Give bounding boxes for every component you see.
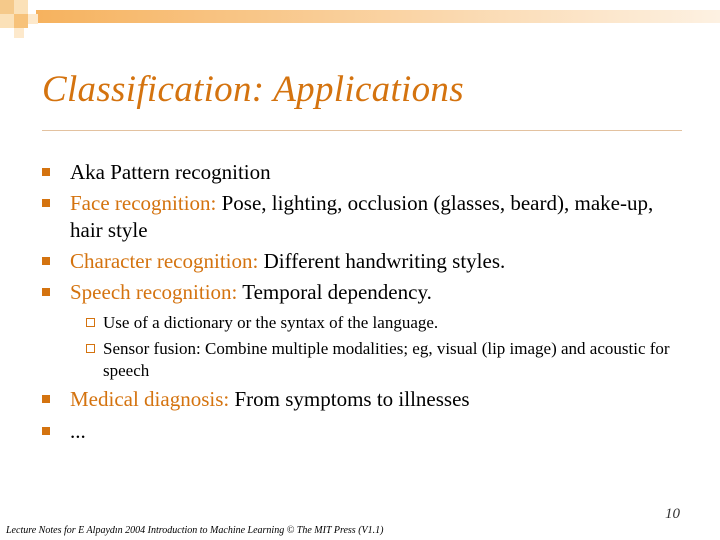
footer-citation: Lecture Notes for E Alpaydın 2004 Introduction to Machine Learning © The MIT Press (V1.1) [6, 525, 384, 536]
square-bullet-icon [42, 257, 50, 265]
bullet-term: Face recognition: [70, 191, 217, 215]
page-number: 10 [665, 506, 680, 522]
bullet-description: Aka Pattern recognition [70, 160, 271, 184]
bullet-term: Speech recognition: [70, 280, 238, 304]
bullet-text [70, 386, 680, 413]
hollow-square-bullet-icon [86, 318, 95, 327]
corner-block [14, 0, 28, 14]
square-bullet-icon [42, 199, 50, 207]
corner-block [0, 14, 14, 28]
square-bullet-icon [42, 395, 50, 403]
corner-block [14, 14, 28, 28]
corner-block [14, 28, 24, 38]
bullet-description: Different handwriting styles. [258, 249, 506, 273]
hollow-square-bullet-icon [86, 344, 95, 353]
corner-decoration [0, 0, 720, 48]
sub-bullet-text: Use of a dictionary or the syntax of the language. [103, 313, 439, 332]
bullet-description: Pose, lighting, occlusion (glasses, beard), make-up, hair style [70, 191, 654, 242]
sub-bullet-text: Sensor fusion: Combine multiple modalities; eg, visual (lip image) and acoustic for speech [103, 339, 670, 380]
header-gradient-band [36, 10, 720, 23]
corner-block [0, 0, 14, 14]
square-bullet-icon [42, 168, 50, 176]
bullet-text [70, 159, 680, 186]
bullet-description: Temporal dependency. [237, 280, 432, 304]
square-bullet-icon [42, 288, 50, 296]
bullet-description: ... [70, 419, 86, 443]
bullet-description: From symptoms to illnesses [229, 387, 470, 411]
title-divider [42, 130, 682, 131]
bullet-text [70, 279, 680, 306]
bullet-term: Character recognition: [70, 249, 259, 273]
bullet-text [70, 248, 680, 275]
corner-block [28, 14, 38, 24]
slide-title: Classification: Applications [42, 69, 464, 110]
square-bullet-icon [42, 427, 50, 435]
bullet-text [70, 418, 680, 445]
bullet-text [70, 190, 680, 244]
bullet-term: Medical diagnosis: [70, 387, 230, 411]
